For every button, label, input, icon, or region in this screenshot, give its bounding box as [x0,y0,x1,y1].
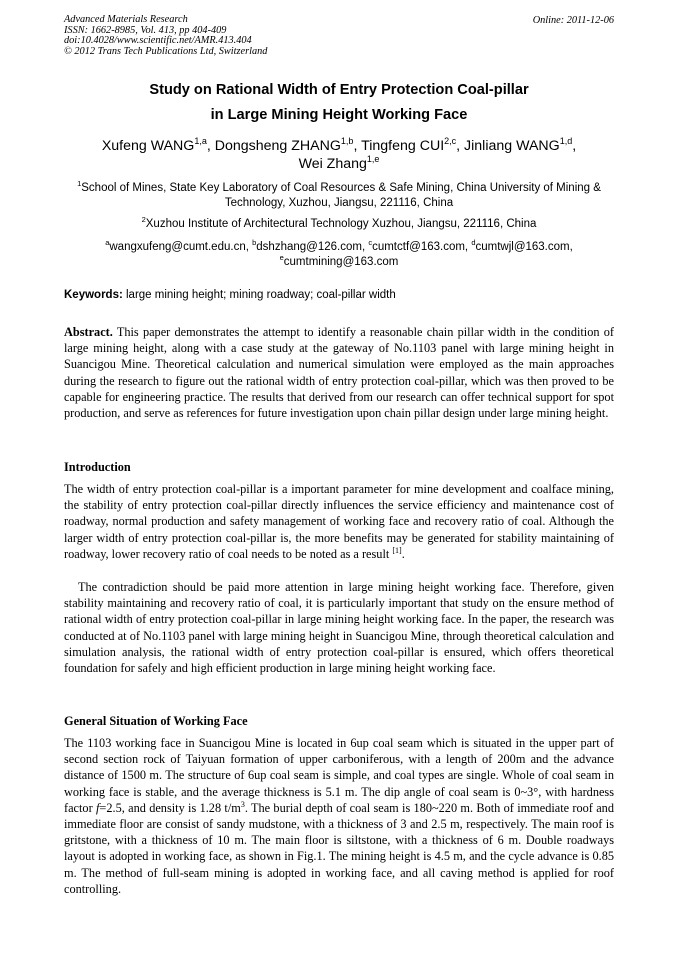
journal-copyright: © 2012 Trans Tech Publications Ltd, Switzerland [64,45,268,57]
paper-title-line-2: in Large Mining Height Working Face [210,107,468,123]
paper-title-line-1: Study on Rational Width of Entry Protection Coal-pillar [149,82,529,98]
author: Jinliang WANG$^{1,d}$, [464,136,577,154]
paragraph: The width of entry protection coal-pillar is a important parameter for mine development and coalface mining, the stability of entry protection coal-pillar directly influences the service efficiency and maintenance cost of roadway, normal production and safety management of working face and recovery ratio of coal. Although the larger width of entry protection coal-pillar is, the more benefits may be generated for stability maintaining of roadway, lower recovery ratio of coal needs to be noted as a result [1]. [64,482,614,561]
citation-ref[interactable]: [1] [392,545,402,555]
journal-header [64,15,267,57]
email-link[interactable]: $^e$cumtmining@163.com [279,253,399,268]
email-link[interactable]: $^a$wangxufeng@cumt.edu.cn, [105,238,253,253]
journal-doi: doi:10.4028/www.scientific.net/AMR.413.404 [64,35,252,47]
author: Tingfeng CUI$^{2,c}$, [361,136,465,154]
paragraph: The contradiction should be paid more attention in large mining height working face. Therefore, given stability maintaining and recovery ratio of coal, it is particularly important that study on the ensure method of rational width of entry protection coal-pillar in large mining height working face. In the paper, the research was conducted at of No.1103 panel with large mining height in Suancigou Mine, through theoretical calculation and simulation analysis, the rational width of entry protection coal-pillar is ensured, which offers theoretical foundation for safely and high efficient production in large mining height working face. [64,580,614,676]
email-link[interactable]: $^d$cumtwjl@163.com, [471,238,573,253]
affiliation-1: $^1$School of Mines, State Key Laboratory of Coal Resources & Safe Mining, China University of Mining & Technology, Xuzhou, Jiangsu, 221116, China [77,179,601,209]
paragraph: The 1103 working face in Suancigou Mine is located in 6up coal seam which is situated in the upper part of second section rock of Taiyuan formation of upper carboniferous, with a length of 200m and the advance distance of 1500 m. The structure of 6up coal seam is simple, and coal types are single. Whole of coal seam in working face is stable, and the average thickness is 5.1 m. The dip angle of coal seam is 0~3°, with hardness factor f=2.5, and density is 1.28 t/m$^3$. The burial depth of coal seam is 180~220 m. Both of immediate roof and immediate floor are consist of sandy mudstone, with a thickness of 3 and 2.5 m, respectively. The main roof is gritstone, with a thickness of 10 m. The main floor is siltstone, with a thickness of 6 m. Double roadways layout is adopted in working face, as shown in Fig.1. The mining height is 4.5 m, and the cycle advance is 0.85 m. The method of full-seam mining is adopted in working face, and all caving method is applied for roof controlling. [64,736,614,896]
email-link[interactable]: $^c$cumtctf@163.com, [368,238,472,253]
section-heading-introduction: Introduction [64,460,131,474]
section-heading-general-situation: General Situation of Working Face [64,714,248,728]
journal-name: Advanced Materials Research [64,14,188,25]
affiliation-2: $^2$Xuzhou Institute of Architectural Technology Xuzhou, Jiangsu, 221116, China [141,215,537,230]
keywords [64,289,614,301]
journal-issn: ISSN: 1662-8985, Vol. 413, pp 404-409 [64,24,227,36]
abstract [64,324,614,421]
abstract-label: Abstract. [64,325,113,339]
email-link[interactable]: $^b$dshzhang@126.com, [252,238,369,253]
author-list [64,137,614,173]
author: Xufeng WANG$^{1,a}$, [101,136,215,154]
author: Dongsheng ZHANG$^{1,b}$, [214,136,362,154]
keywords-text: large mining height; mining roadway; coal-pillar width [122,289,396,301]
abstract-text: This paper demonstrates the attempt to identify a reasonable chain pillar width in the condition of large mining height, along with a case study at the gateway of No.1103 panel with large mining height in Suancigou Mine. Theoretical calculation and numerical simulation were employed as the main approaches during the research to figure out the rational width of entry protection coal-pillar, which was then proved to be capable for engineering practice. The results that derived from our research can offer technical support for spot production, and serve as references for future investigation upon chain pillar design under large mining height. [64,325,614,421]
author: Wei Zhang$^{1,e}$ [298,154,380,172]
keywords-label: Keywords: [64,289,123,301]
online-date: Online: 2011-12-06 [532,15,614,26]
email-list [64,240,614,270]
